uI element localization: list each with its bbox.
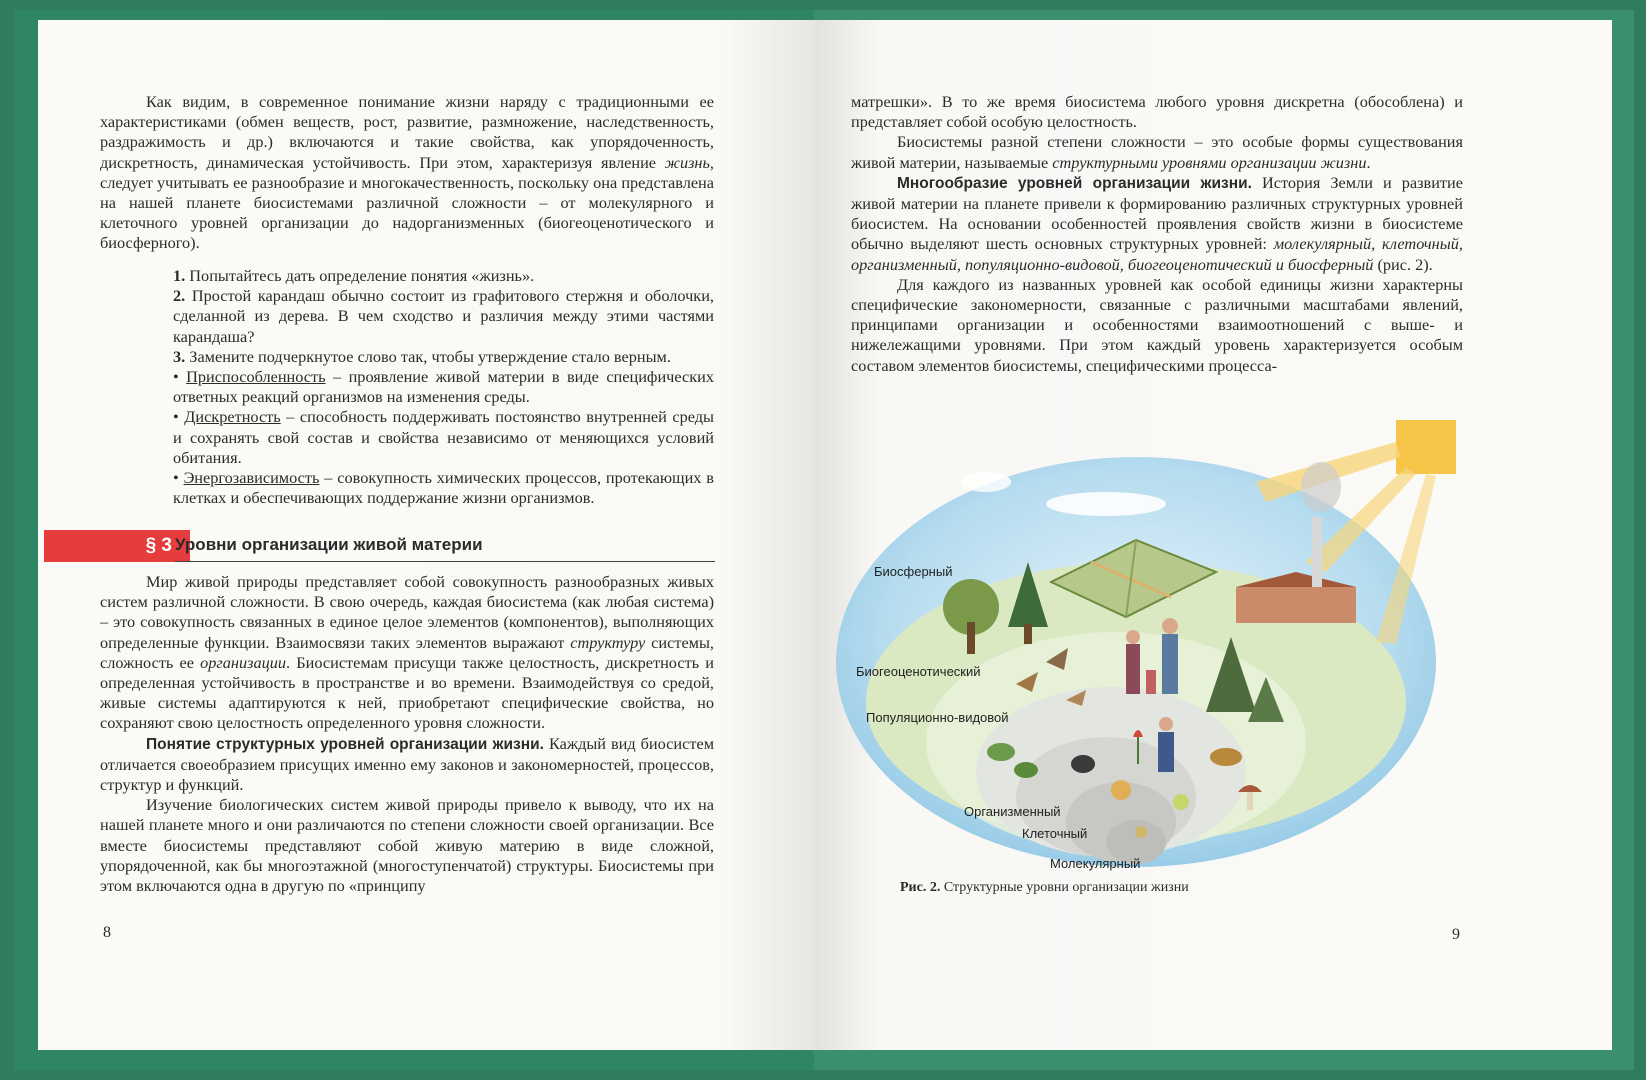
right-paragraph-4: Для каждого из названных уровней как особой единицы жизни характерны специфические закономерности, связанные с различными масштабами явлений, принципами организации и особенностями взаимоотношений с выше- и нижележащими уровнями. При этом каждый уровень характеризуется особым составом элементов биосистемы, специфическими процесса- bbox=[851, 274, 1463, 375]
page-number-right: 9 bbox=[1452, 926, 1460, 943]
right-text bbox=[851, 92, 1463, 376]
frog-icon bbox=[987, 743, 1015, 761]
right-paragraph-1: матрешки». В то же время биосистема любого уровня дискретна (обособлена) и представляет собой особую целостность. bbox=[851, 92, 1463, 132]
left-paragraph-1: Как видим, в современное понимание жизни наряду с традиционными ее характеристиками (обмен веществ, рост, развитие, размножение, наследственность, раздражимость и др.) включаются и такие свойства, как упорядоченность, дискретность, динамическая устойчивость. При этом, характеризуя явление жизнь, следует учитывать ее разнообразие и многокачественность, поскольку она представлена на нашей планете биосистемами различной сложности – от молекулярного и клеточного уровней организации до надорганизменных (биогеоценотического и биосферного). bbox=[100, 92, 714, 253]
frog-icon bbox=[1014, 762, 1038, 778]
right-paragraph-2: Биосистемы разной степени сложности – это особые формы существования живой материи, называемые структурными уровнями организации жизни. bbox=[851, 132, 1463, 172]
label-population: Популяционно-видовой bbox=[866, 710, 1009, 725]
bird-icon bbox=[1210, 748, 1242, 766]
right-paragraph-3: Многообразие уровней организации жизни. История Земли и развитие живой материи на планете привели к формированию различных структурных уровней биосистем. На основании особенностей проявления свойств жизни в биосистеме обычно выделяют шесть основных структурных уровней: молекулярный, клеточный, организменный, популяционно-видовой, биогеоценотический и биосферный (рис. 2). bbox=[851, 172, 1463, 274]
left-paragraph-3: Понятие структурных уровней организации жизни. Каждый вид биосистем отличается своеобразием присущих именно ему законов и закономерностей, процессов, структур и функций. bbox=[100, 733, 714, 795]
questions-block bbox=[173, 266, 714, 508]
label-molecular: Молекулярный bbox=[1050, 856, 1141, 871]
cloud-icon bbox=[961, 472, 1011, 492]
label-cellular: Клеточный bbox=[1022, 826, 1088, 841]
levels-figure bbox=[836, 412, 1456, 880]
section-number-badge: § 3 bbox=[44, 530, 190, 562]
bullet-3: • Энергозависимость – совокупность химических процессов, протекающих в клетках и обеспечивающих поддержание жизни организмов. bbox=[173, 468, 714, 508]
beetle-icon bbox=[1071, 755, 1095, 773]
question-1: 1. Попытайтесь дать определение понятия «жизнь». bbox=[173, 266, 535, 285]
left-text-bottom bbox=[100, 572, 714, 896]
label-biosphere: Биосферный bbox=[874, 564, 953, 579]
bullet-1: • Приспособленность – проявление живой материи в виде специфических ответных реакций организмов на изменения среды. bbox=[173, 367, 714, 407]
cell-icon bbox=[1173, 794, 1189, 810]
figure-caption: Рис. 2. Структурные уровни организации жизни bbox=[900, 880, 1189, 895]
bullet-2: • Дискретность – способность поддерживать постоянство внутренней среды и сохранять свой состав и свойства независимо от меняющихся условий обитания. bbox=[173, 407, 714, 467]
page-number-left: 8 bbox=[103, 924, 111, 941]
label-biogeocenotic: Биогеоценотический bbox=[856, 664, 981, 679]
cloud-icon bbox=[1046, 492, 1166, 516]
molecule-icon bbox=[1135, 826, 1147, 838]
question-3: 3. Замените подчеркнутое слово так, чтобы утверждение стало верным. bbox=[173, 346, 671, 366]
label-organism: Организменный bbox=[964, 804, 1061, 819]
levels-illustration bbox=[836, 412, 1456, 880]
left-paragraph-4: Изучение биологических систем живой природы привело к выводу, что их на нашей планете много и они различаются по степени сложности своей организации. Все вместе биосистемы представляют собой живую материю в виде сложной, упорядоченной, как бы многоэтажной (многоступенчатой) структуры. Биосистемы при этом включаются одна в другую по «принципу bbox=[100, 795, 714, 896]
left-text-top bbox=[100, 92, 714, 254]
cell-icon bbox=[1111, 780, 1131, 800]
question-2: 2. Простой карандаш обычно состоит из графитового стержня и оболочки, сделанной из дерева. В чем сходство и различия между этими частями карандаша? bbox=[173, 286, 714, 346]
section-title: Уровни организации живой материи bbox=[175, 530, 715, 562]
left-paragraph-2: Мир живой природы представляет собой совокупность разнообразных живых систем различной сложности. В свою очередь, каждая биосистема (как любая система) – это совокупность связанных в единое целое элементов (компонентов), выполняющих определенные функции. Взаимосвязи таких элементов выражают структуру системы, сложность ее организации. Биосистемам присущи также целостность, дискретность и определенная устойчивость в пространстве и во времени. Взаимодействуя со средой, живые системы адаптируются к ней, приобретают специфические свойства, но сохраняют свою целостность определенного уровня сложности. bbox=[100, 572, 714, 733]
